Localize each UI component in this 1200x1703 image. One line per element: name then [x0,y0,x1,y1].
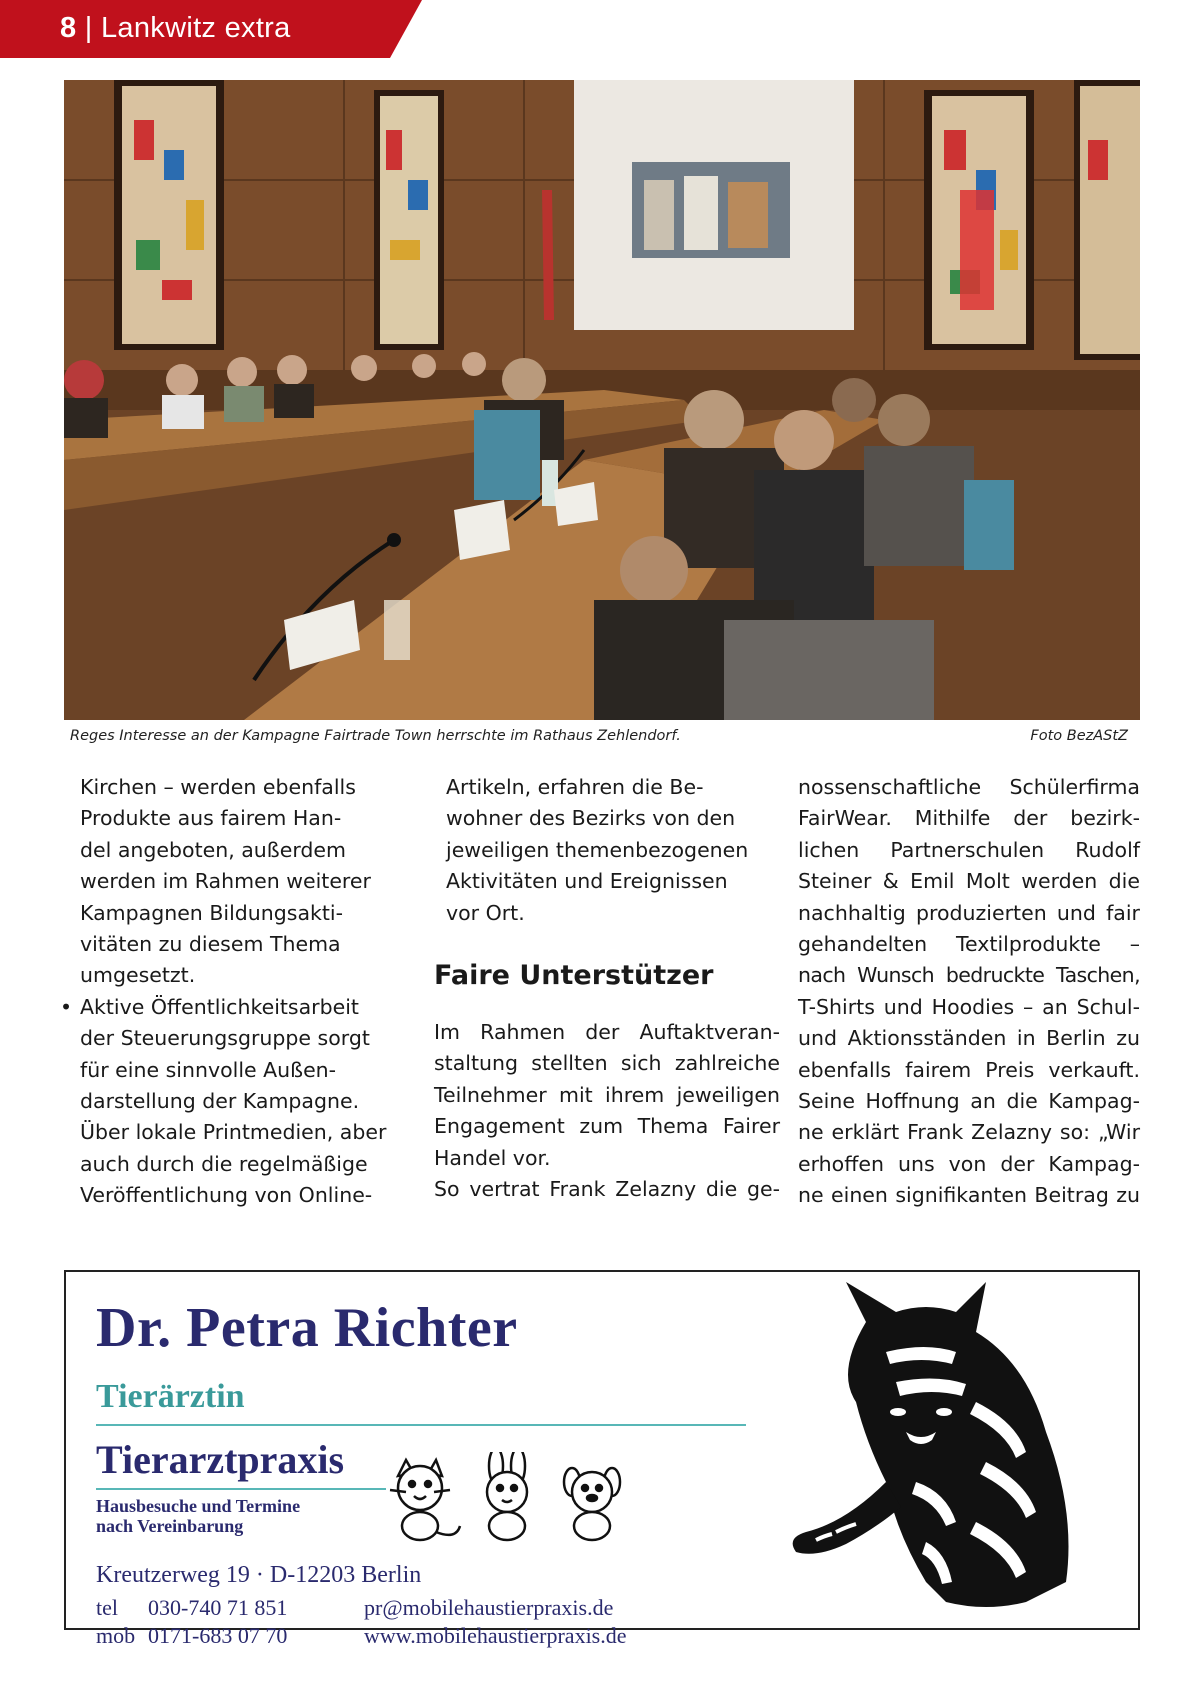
tel-number[interactable]: 030-740 71 851 [148,1595,288,1620]
cat-illustration-icon [726,1282,1126,1626]
vet-advertisement [64,1270,1140,1648]
text-line: nachhaltig produzierten und fair [798,900,1140,925]
meeting-room-photo [64,80,1140,720]
article-column-2 [434,772,780,1205]
article-column-3 [798,772,1140,1212]
ad-role: Tierärztin [96,1378,245,1415]
text-line: FairWear. Mithilfe der bezirk- [798,806,1140,831]
mob-label: mob [96,1623,136,1648]
stained-glass-window-far-right [1074,80,1140,360]
header-separator: | [84,12,93,44]
ad-contact-row [96,1622,627,1650]
mob-number[interactable]: 0171-683 07 70 [148,1623,288,1648]
ad-contact [96,1594,627,1650]
article-paragraph: Kirchen – werden ebenfalls Produkte aus fairem Han- del angeboten, außerdem werden im Rahmen weiterer Kampagnen Bildungsakti- vitäten zu diesem Thema umgesetzt. [80,775,371,988]
text-line: Handel vor. [434,1145,551,1170]
stained-glass-window-left [114,80,224,350]
text-line: erhoffen uns von der Kampag- [798,1151,1140,1176]
article-paragraph: Aktive Öffentlichkeitsarbeit der Steuerungsgruppe sorgt für eine sinnvolle Außen- darstellung der Kampagne. Über lokale Printmedien, aber auch durch die regelmäßige Veröffentlichung von Online- [80,994,387,1208]
ad-address: Kreutzerweg 19 · D-12203 Berlin [96,1562,422,1588]
text-line: nossenschaftliche Schülerfirma [798,775,1140,799]
text-line: staltung stellten sich zahlreiche [434,1051,780,1076]
ad-practice-name: Tierarztpraxis [96,1437,345,1482]
bullet-icon: • [60,994,73,1019]
tel-label: tel [96,1595,118,1620]
ad-practitioner-name: Dr. Petra Richter [96,1297,518,1359]
section-name: Lankwitz extra [101,12,291,44]
text-line: gehandelten Textilprodukte – [798,932,1140,957]
text-line: Teilnehmer mit ihrem jeweiligen [434,1082,780,1107]
text-line: Seine Hoffnung an die Kampag- [798,1089,1140,1114]
ad-hours: Hausbesuche und Termine nach Vereinbarung [96,1496,301,1536]
page-number: 8 [60,12,77,44]
article-subheading: Faire Unterstützer [434,960,714,992]
text-line: So vertrat Frank Zelazny die ge- [434,1177,780,1202]
article-photo [64,80,1140,720]
text-line: Steiner & Emil Molt werden die [798,869,1140,894]
projection-screen [574,80,854,330]
article-column-1 [60,772,420,1212]
text-line: Engagement zum Thema Fairer [434,1114,780,1139]
text-line: Im Rahmen der Auftaktveran- [434,1020,780,1045]
website-link[interactable]: www.mobilehaustierpraxis.de [364,1623,627,1648]
article-paragraph [434,1017,780,1205]
text-line: ebenfalls fairem Preis verkauft. [798,1057,1140,1082]
section-header [0,0,422,58]
header-title [60,12,291,45]
ad-contact-row [96,1594,627,1622]
text-line: T-Shirts und Hoodies – an Schul- [798,994,1140,1019]
text-line: lichen Partnerschulen Rudolf [798,837,1140,862]
text-line: und Aktionsständen in Berlin zu [798,1026,1140,1051]
text-line: ne einen signifikanten Beitrag zu [798,1183,1140,1208]
text-line: nach Wunsch bedruckte Taschen, [798,963,1140,988]
bullet-item [60,992,420,1212]
ad-divider [96,1424,746,1426]
photo-credit: Foto BezAStZ [1030,728,1128,744]
stained-glass-window-mid [374,90,444,350]
photo-caption: Reges Interesse an der Kampagne Fairtrade Town herrschte im Rathaus Zehlendorf. [70,728,681,744]
ad-divider [96,1488,386,1490]
article-paragraph: Artikeln, erfahren die Be- wohner des Bezirks von den jeweiligen themenbezogenen Aktivitäten und Ereignissen vor Ort. [446,775,749,925]
email-link[interactable]: pr@mobilehaustierpraxis.de [364,1595,614,1620]
text-line: ne erklärt Frank Zelazny so: „Wir [798,1120,1140,1145]
cartoon-animals-icon [376,1452,636,1546]
